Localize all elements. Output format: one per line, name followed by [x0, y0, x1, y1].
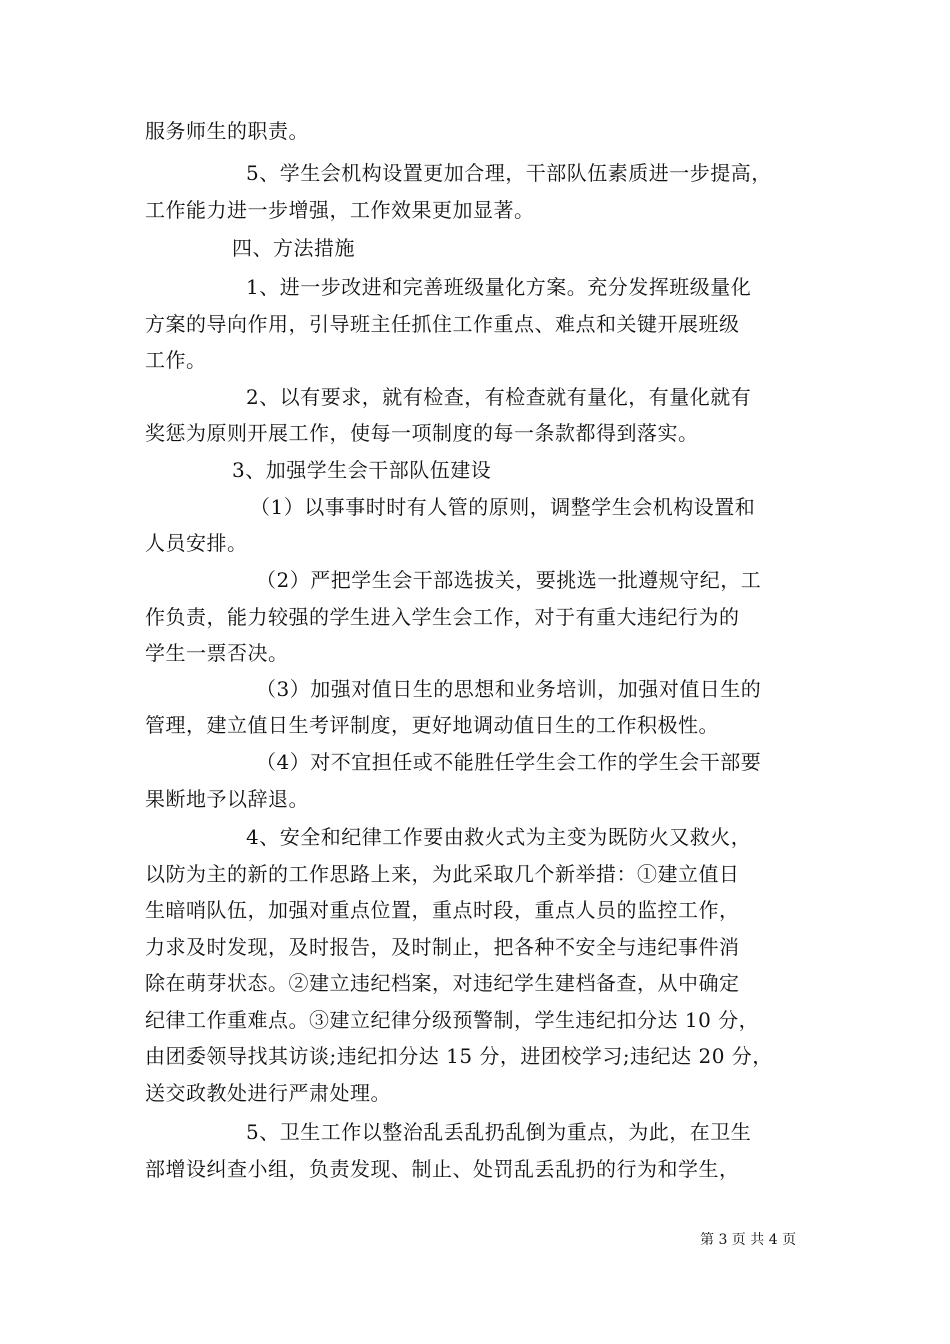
text-line: 方案的导向作用，引导班主任抓住工作重点、难点和关键开展班级	[145, 312, 740, 336]
page-number-footer: 第 3 页 共 4 页	[700, 1232, 797, 1248]
text-line: 除在萌芽状态。②建立违纪档案，对违纪学生建档备查，从中确定	[145, 971, 740, 995]
text-line: 工作。	[145, 348, 207, 372]
text-line: 力求及时发现，及时报告，及时制止，把各种不安全与违纪事件消	[145, 935, 740, 959]
text-line: 作负责，能力较强的学生进入学生会工作，对于有重大违纪行为的	[145, 605, 740, 629]
text-line: 服务师生的职责。	[145, 119, 309, 143]
text-line: 学生一票否决。	[145, 641, 289, 665]
text-line: 3、加强学生会干部队伍建设	[232, 458, 492, 482]
text-line: （3）加强对值日生的思想和业务培训，加强对值日生的	[256, 677, 762, 701]
text-line: 果断地予以辞退。	[145, 787, 309, 811]
section-heading: 四、方法措施	[232, 236, 355, 260]
text-line: 管理，建立值日生考评制度，更好地调动值日生的工作积极性。	[145, 713, 719, 737]
text-line: 1、进一步改进和完善班级量化方案。充分发挥班级量化	[246, 275, 752, 299]
text-line: 部增设纠查小组，负责发现、制止、处罚乱丢乱扔的行为和学生，	[145, 1157, 740, 1181]
text-line: （2）严把学生会干部选拔关，要挑选一批遵规守纪，工	[256, 568, 762, 592]
text-line: 送交政教处进行严肃处理。	[145, 1081, 391, 1105]
text-line: （1）以事事时时有人管的原则，调整学生会机构设置和	[250, 495, 756, 519]
text-line: 生暗哨队伍，加强对重点位置，重点时段，重点人员的监控工作，	[145, 898, 740, 922]
text-line: 5、学生会机构设置更加合理，干部队伍素质进一步提高，	[246, 161, 772, 185]
text-line: 4、安全和纪律工作要由救火式为主变为既防火又救火，	[246, 825, 752, 849]
text-line: 奖惩为原则开展工作，使每一项制度的每一条款都得到落实。	[145, 421, 699, 445]
text-line: 2、以有要求，就有检查，有检查就有量化，有量化就有	[246, 385, 752, 409]
text-line: 工作能力进一步增强，工作效果更加显著。	[145, 198, 535, 222]
text-line: 5、卫生工作以整治乱丢乱扔乱倒为重点，为此，在卫生	[246, 1120, 752, 1144]
text-line: 人员安排。	[145, 531, 248, 555]
text-line: 以防为主的新的工作思路上来，为此采取几个新举措：①建立值日	[145, 862, 740, 886]
text-line: 纪律工作重难点。③建立纪律分级预警制，学生违纪扣分达 10 分，	[145, 1008, 760, 1032]
text-line: 由团委领导找其访谈;违纪扣分达 15 分，进团校学习;违纪达 20 分，	[145, 1044, 773, 1068]
text-line: （4）对不宜担任或不能胜任学生会工作的学生会干部要	[256, 750, 762, 774]
